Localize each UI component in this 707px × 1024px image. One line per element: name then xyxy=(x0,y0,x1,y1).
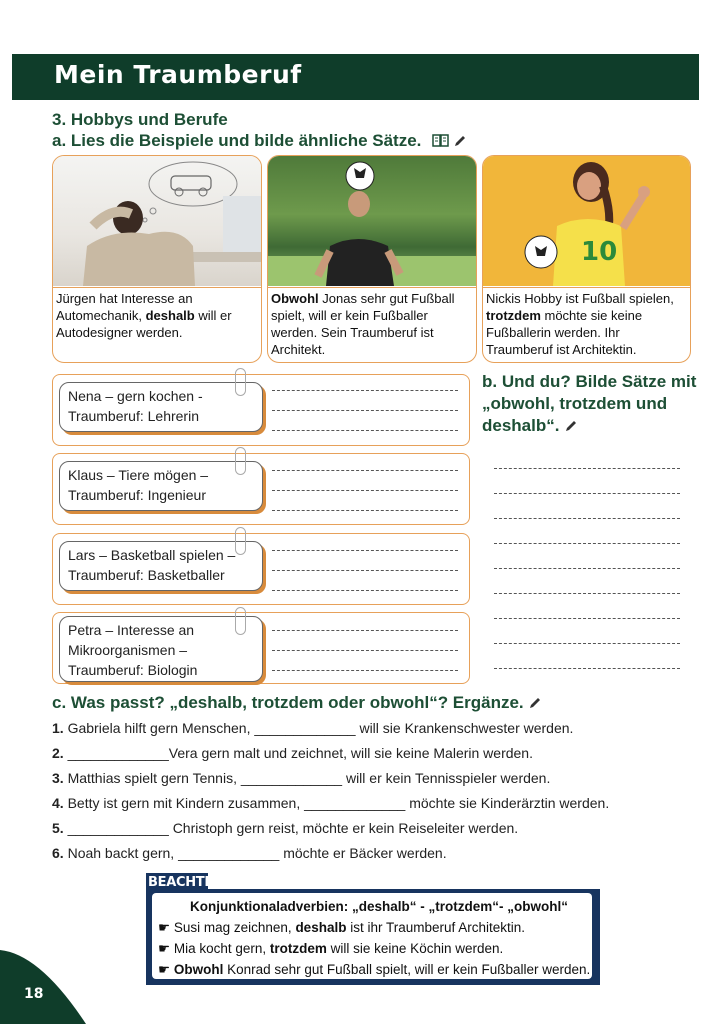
answer-line[interactable] xyxy=(494,543,680,544)
task-b-heading: b. Und du? Bilde Sätze mit „obwohl, trotzdem und deshalb“. xyxy=(482,372,697,435)
prompt-tag-4: Petra – Interesse an Mikroorganismen – Traumberuf: Biologin xyxy=(59,616,263,682)
answer-line[interactable] xyxy=(494,568,680,569)
answer-line[interactable] xyxy=(272,390,458,391)
answer-line[interactable] xyxy=(494,593,680,594)
pencil-icon xyxy=(528,696,542,710)
beachte-title: Konjunktionaladverbien: „deshalb“ - „trotzdem“- „obwohl“ xyxy=(190,899,569,914)
task-a-heading xyxy=(52,131,467,151)
example-card-3 xyxy=(482,155,691,363)
clip-icon xyxy=(235,607,246,635)
exercise-text[interactable]: Matthias spielt gern Tennis, _____________ will er kein Tennisspieler werden. xyxy=(67,770,551,786)
photo-juergen xyxy=(53,156,261,286)
prompt-tag-2: Klaus – Tiere mögen – Traumberuf: Ingenieur xyxy=(59,461,263,511)
answer-line[interactable] xyxy=(272,470,458,471)
example-caption-1: Jürgen hat Interesse an Automechanik, deshalb will er Autodesigner werden. xyxy=(53,287,261,362)
answer-line[interactable] xyxy=(272,550,458,551)
clip-icon xyxy=(235,447,246,475)
svg-text:10: 10 xyxy=(581,237,618,267)
beachte-line-2: ☛ Mia kocht gern, trotzdem will sie keine Köchin werden. xyxy=(158,941,504,956)
answer-line[interactable] xyxy=(494,468,680,469)
photo-jonas xyxy=(268,156,476,286)
photo-nicki xyxy=(483,156,690,286)
exercise-item-2: 2. _____________Vera gern malt und zeichnet, will sie keine Malerin werden. xyxy=(52,745,533,761)
exercise-text[interactable]: Betty ist gern mit Kindern zusammen, _____________ möchte sie Kinderärztin werden. xyxy=(67,795,610,811)
pointing-hand-icon: ☛ xyxy=(158,941,174,956)
exercise-item-6: 6. Noah backt gern, _____________ möchte er Bäcker werden. xyxy=(52,845,447,861)
exercise-text[interactable]: Gabriela hilft gern Menschen, _____________ will sie Krankenschwester werden. xyxy=(67,720,574,736)
exercise-item-5: 5. _____________ Christoph gern reist, möchte er kein Reiseleiter werden. xyxy=(52,820,519,836)
answer-line[interactable] xyxy=(272,670,458,671)
answer-line[interactable] xyxy=(272,590,458,591)
example-card-1 xyxy=(52,155,262,363)
exercise-text[interactable]: Noah backt gern, _____________ möchte er Bäcker werden. xyxy=(67,845,447,861)
answer-line[interactable] xyxy=(272,630,458,631)
pointing-hand-icon: ☛ xyxy=(158,962,174,977)
answer-line[interactable] xyxy=(272,490,458,491)
task-a-text: a. Lies die Beispiele und bilde ähnliche Sätze. xyxy=(52,131,422,150)
section-heading: 3. Hobbys und Berufe xyxy=(52,110,228,129)
prompt-tag-3: Lars – Basketball spielen – Traumberuf: Basketballer xyxy=(59,541,263,591)
page-title: Mein Traumberuf xyxy=(54,60,302,89)
beachte-line-1: ☛ Susi mag zeichnen, deshalb ist ihr Traumberuf Architektin. xyxy=(158,920,526,935)
pointing-hand-icon: ☛ xyxy=(158,920,174,935)
clip-icon xyxy=(235,527,246,555)
beachte-label: BEACHTE xyxy=(146,873,208,893)
book-icon xyxy=(432,134,449,148)
exercise-item-1: 1. Gabriela hilft gern Menschen, _____________ will sie Krankenschwester werden. xyxy=(52,720,574,736)
answer-line[interactable] xyxy=(494,668,680,669)
answer-line[interactable] xyxy=(494,493,680,494)
clip-icon xyxy=(235,368,246,396)
answer-line[interactable] xyxy=(494,518,680,519)
answer-line[interactable] xyxy=(272,510,458,511)
exercise-item-4: 4. Betty ist gern mit Kindern zusammen, _____________ möchte sie Kinderärztin werden. xyxy=(52,795,610,811)
answer-line[interactable] xyxy=(494,618,680,619)
beachte-line-3: ☛ Obwohl Konrad sehr gut Fußball spielt, will er kein Fußballer werden. xyxy=(158,962,591,977)
page-number: 18 xyxy=(24,986,44,1002)
answer-line[interactable] xyxy=(272,650,458,651)
example-caption-2: Obwohl Jonas sehr gut Fußball spielt, will er kein Fußballer werden. Sein Traumberuf ist Architekt. xyxy=(268,287,476,362)
example-card-2 xyxy=(267,155,477,363)
task-c-heading: c. Was passt? „deshalb, trotzdem oder obwohl“? Ergänze. xyxy=(52,693,542,713)
pencil-icon xyxy=(453,134,467,148)
answer-line[interactable] xyxy=(272,570,458,571)
pencil-icon xyxy=(564,419,578,433)
answer-line[interactable] xyxy=(494,643,680,644)
answer-line[interactable] xyxy=(272,410,458,411)
exercise-text[interactable]: _____________Vera gern malt und zeichnet, will sie keine Malerin werden. xyxy=(67,745,533,761)
exercise-item-3: 3. Matthias spielt gern Tennis, _____________ will er kein Tennisspieler werden. xyxy=(52,770,551,786)
answer-line[interactable] xyxy=(272,430,458,431)
exercise-text[interactable]: _____________ Christoph gern reist, möchte er kein Reiseleiter werden. xyxy=(67,820,519,836)
prompt-tag-1: Nena – gern kochen - Traumberuf: Lehrerin xyxy=(59,382,263,432)
example-caption-3: Nickis Hobby ist Fußball spielen, trotzdem möchte sie keine Fußballerin werden. Ihr Traumberuf ist Architektin. xyxy=(483,287,690,362)
